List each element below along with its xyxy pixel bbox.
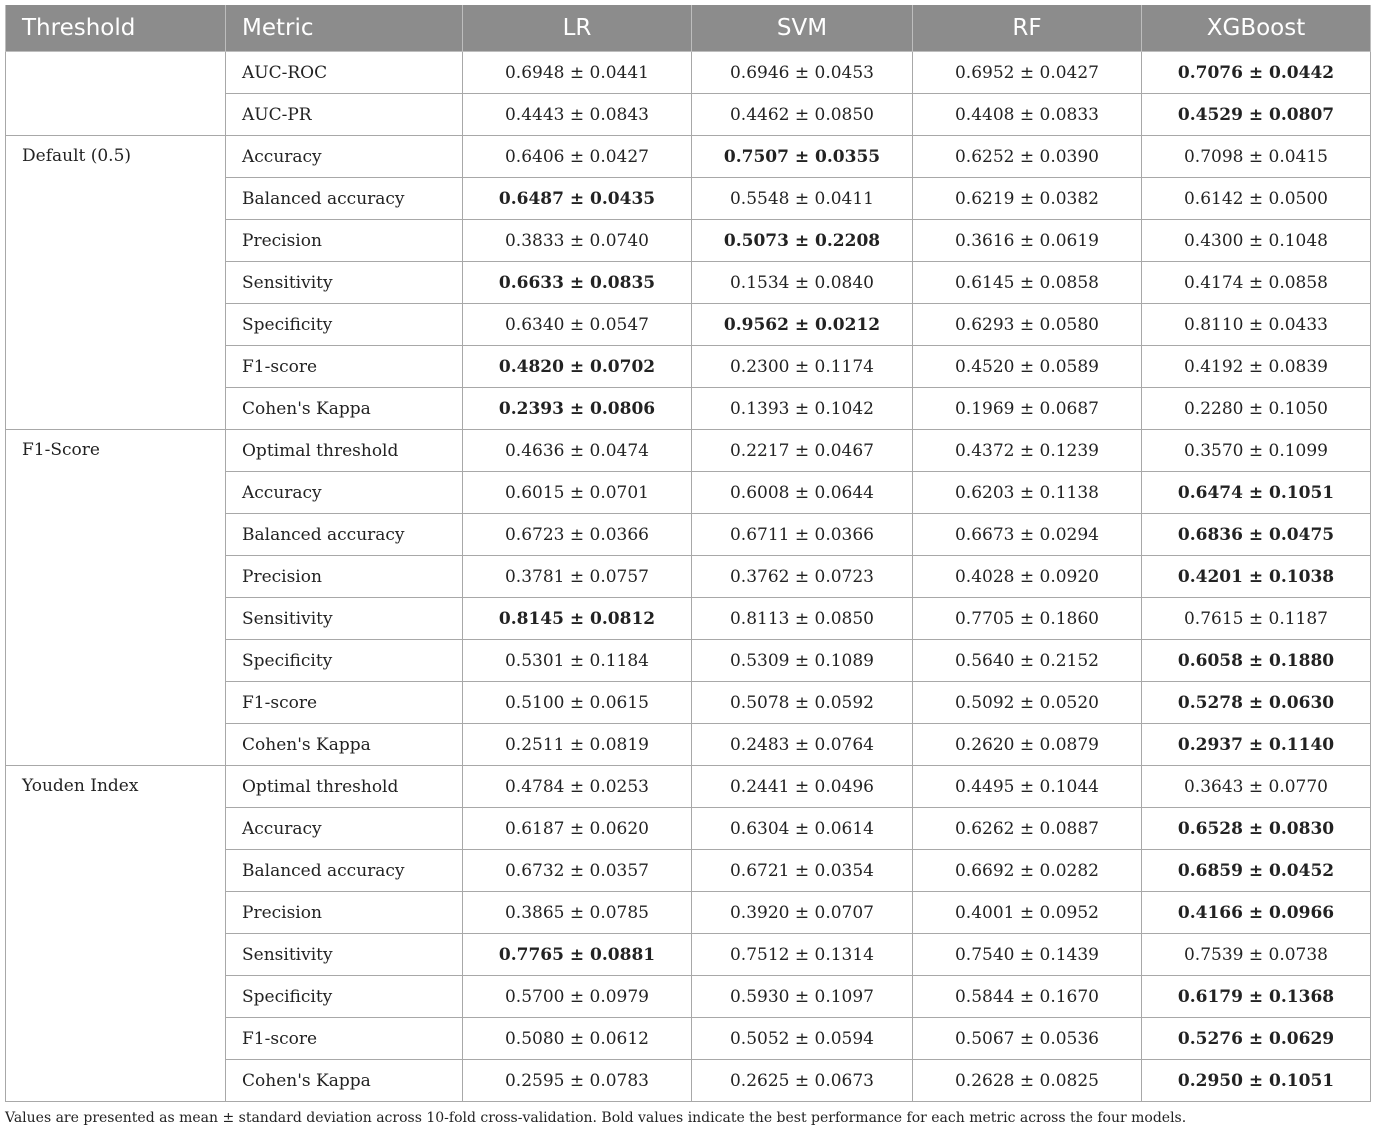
- model-performance-table: [5, 5, 1371, 1102]
- threshold-group-cell: Youden Index: [6, 766, 226, 1102]
- value-cell-rf: 0.7540 ± 0.1439: [913, 934, 1142, 976]
- value-cell-xgboost: 0.4300 ± 0.1048: [1142, 220, 1371, 262]
- value-cell-xgboost: 0.4192 ± 0.0839: [1142, 346, 1371, 388]
- results-table-container: [5, 5, 1370, 1102]
- value-cell-svm: 0.3920 ± 0.0707: [692, 892, 913, 934]
- value-cell-lr: 0.6633 ± 0.0835: [463, 262, 692, 304]
- header-threshold: Threshold: [6, 5, 226, 52]
- value-cell-lr: 0.6187 ± 0.0620: [463, 808, 692, 850]
- metric-name-cell: Optimal threshold: [226, 430, 463, 472]
- value-cell-xgboost: 0.2280 ± 0.1050: [1142, 388, 1371, 430]
- value-cell-svm: 0.1393 ± 0.1042: [692, 388, 913, 430]
- value-cell-svm: 0.6711 ± 0.0366: [692, 514, 913, 556]
- value-cell-rf: 0.6692 ± 0.0282: [913, 850, 1142, 892]
- metric-name-cell: Sensitivity: [226, 934, 463, 976]
- metric-name-cell: AUC-ROC: [226, 52, 463, 94]
- value-cell-xgboost: 0.6859 ± 0.0452: [1142, 850, 1371, 892]
- value-cell-svm: 0.3762 ± 0.0723: [692, 556, 913, 598]
- value-cell-rf: 0.6252 ± 0.0390: [913, 136, 1142, 178]
- value-cell-xgboost: 0.7539 ± 0.0738: [1142, 934, 1371, 976]
- metric-name-cell: Balanced accuracy: [226, 178, 463, 220]
- value-cell-lr: 0.6340 ± 0.0547: [463, 304, 692, 346]
- value-cell-lr: 0.5080 ± 0.0612: [463, 1018, 692, 1060]
- value-cell-rf: 0.6673 ± 0.0294: [913, 514, 1142, 556]
- metric-name-cell: Cohen's Kappa: [226, 388, 463, 430]
- value-cell-xgboost: 0.6474 ± 0.1051: [1142, 472, 1371, 514]
- value-cell-xgboost: 0.2950 ± 0.1051: [1142, 1060, 1371, 1102]
- value-cell-rf: 0.6145 ± 0.0858: [913, 262, 1142, 304]
- value-cell-svm: 0.9562 ± 0.0212: [692, 304, 913, 346]
- value-cell-xgboost: 0.6836 ± 0.0475: [1142, 514, 1371, 556]
- value-cell-svm: 0.5930 ± 0.1097: [692, 976, 913, 1018]
- value-cell-rf: 0.4028 ± 0.0920: [913, 556, 1142, 598]
- value-cell-xgboost: 0.7615 ± 0.1187: [1142, 598, 1371, 640]
- value-cell-lr: 0.3833 ± 0.0740: [463, 220, 692, 262]
- table-row: [6, 52, 1371, 94]
- value-cell-rf: 0.6952 ± 0.0427: [913, 52, 1142, 94]
- metric-name-cell: Balanced accuracy: [226, 514, 463, 556]
- value-cell-lr: 0.4636 ± 0.0474: [463, 430, 692, 472]
- value-cell-lr: 0.6732 ± 0.0357: [463, 850, 692, 892]
- value-cell-xgboost: 0.8110 ± 0.0433: [1142, 304, 1371, 346]
- value-cell-rf: 0.5092 ± 0.0520: [913, 682, 1142, 724]
- table-body: [6, 52, 1371, 1102]
- value-cell-xgboost: 0.7098 ± 0.0415: [1142, 136, 1371, 178]
- header-svm: SVM: [692, 5, 913, 52]
- value-cell-svm: 0.6946 ± 0.0453: [692, 52, 913, 94]
- value-cell-lr: 0.8145 ± 0.0812: [463, 598, 692, 640]
- threshold-group-cell: Default (0.5): [6, 136, 226, 430]
- value-cell-xgboost: 0.6528 ± 0.0830: [1142, 808, 1371, 850]
- metric-name-cell: Specificity: [226, 640, 463, 682]
- metric-name-cell: Precision: [226, 556, 463, 598]
- header-metric: Metric: [226, 5, 463, 52]
- value-cell-lr: 0.2511 ± 0.0819: [463, 724, 692, 766]
- value-cell-xgboost: 0.5276 ± 0.0629: [1142, 1018, 1371, 1060]
- value-cell-lr: 0.6723 ± 0.0366: [463, 514, 692, 556]
- value-cell-lr: 0.4820 ± 0.0702: [463, 346, 692, 388]
- value-cell-rf: 0.6293 ± 0.0580: [913, 304, 1142, 346]
- value-cell-svm: 0.6304 ± 0.0614: [692, 808, 913, 850]
- header-rf: RF: [913, 5, 1142, 52]
- value-cell-rf: 0.6262 ± 0.0887: [913, 808, 1142, 850]
- table-row: [6, 430, 1371, 472]
- value-cell-svm: 0.2483 ± 0.0764: [692, 724, 913, 766]
- value-cell-lr: 0.4443 ± 0.0843: [463, 94, 692, 136]
- value-cell-svm: 0.5078 ± 0.0592: [692, 682, 913, 724]
- value-cell-xgboost: 0.4166 ± 0.0966: [1142, 892, 1371, 934]
- metric-name-cell: Sensitivity: [226, 598, 463, 640]
- value-cell-rf: 0.2628 ± 0.0825: [913, 1060, 1142, 1102]
- value-cell-xgboost: 0.4529 ± 0.0807: [1142, 94, 1371, 136]
- metric-name-cell: Specificity: [226, 304, 463, 346]
- threshold-group-cell: [6, 52, 226, 136]
- metric-name-cell: Specificity: [226, 976, 463, 1018]
- metric-name-cell: F1-score: [226, 1018, 463, 1060]
- value-cell-xgboost: 0.2937 ± 0.1140: [1142, 724, 1371, 766]
- value-cell-svm: 0.5052 ± 0.0594: [692, 1018, 913, 1060]
- value-cell-svm: 0.5309 ± 0.1089: [692, 640, 913, 682]
- value-cell-lr: 0.6487 ± 0.0435: [463, 178, 692, 220]
- value-cell-rf: 0.6203 ± 0.1138: [913, 472, 1142, 514]
- value-cell-lr: 0.6015 ± 0.0701: [463, 472, 692, 514]
- value-cell-rf: 0.4495 ± 0.1044: [913, 766, 1142, 808]
- value-cell-lr: 0.5100 ± 0.0615: [463, 682, 692, 724]
- header-xgboost: XGBoost: [1142, 5, 1371, 52]
- value-cell-xgboost: 0.3570 ± 0.1099: [1142, 430, 1371, 472]
- table-footnote: Values are presented as mean ± standard deviation across 10-fold cross-validation. Bold values indicate the best performance for each metric across the four models.: [5, 1110, 1187, 1126]
- value-cell-lr: 0.6406 ± 0.0427: [463, 136, 692, 178]
- metric-name-cell: Accuracy: [226, 808, 463, 850]
- value-cell-rf: 0.7705 ± 0.1860: [913, 598, 1142, 640]
- metric-name-cell: F1-score: [226, 682, 463, 724]
- value-cell-rf: 0.4001 ± 0.0952: [913, 892, 1142, 934]
- value-cell-svm: 0.1534 ± 0.0840: [692, 262, 913, 304]
- value-cell-rf: 0.5844 ± 0.1670: [913, 976, 1142, 1018]
- metric-name-cell: Accuracy: [226, 472, 463, 514]
- metric-name-cell: Accuracy: [226, 136, 463, 178]
- value-cell-lr: 0.3865 ± 0.0785: [463, 892, 692, 934]
- value-cell-lr: 0.6948 ± 0.0441: [463, 52, 692, 94]
- table-header-row: [6, 5, 1371, 52]
- value-cell-xgboost: 0.6142 ± 0.0500: [1142, 178, 1371, 220]
- table-row: [6, 766, 1371, 808]
- value-cell-rf: 0.5067 ± 0.0536: [913, 1018, 1142, 1060]
- value-cell-rf: 0.3616 ± 0.0619: [913, 220, 1142, 262]
- value-cell-svm: 0.2625 ± 0.0673: [692, 1060, 913, 1102]
- value-cell-svm: 0.6008 ± 0.0644: [692, 472, 913, 514]
- value-cell-svm: 0.2217 ± 0.0467: [692, 430, 913, 472]
- value-cell-rf: 0.2620 ± 0.0879: [913, 724, 1142, 766]
- value-cell-lr: 0.4784 ± 0.0253: [463, 766, 692, 808]
- metric-name-cell: Precision: [226, 220, 463, 262]
- value-cell-svm: 0.5548 ± 0.0411: [692, 178, 913, 220]
- value-cell-svm: 0.7512 ± 0.1314: [692, 934, 913, 976]
- value-cell-svm: 0.4462 ± 0.0850: [692, 94, 913, 136]
- header-lr: LR: [463, 5, 692, 52]
- value-cell-lr: 0.5700 ± 0.0979: [463, 976, 692, 1018]
- value-cell-lr: 0.3781 ± 0.0757: [463, 556, 692, 598]
- value-cell-xgboost: 0.4201 ± 0.1038: [1142, 556, 1371, 598]
- value-cell-xgboost: 0.4174 ± 0.0858: [1142, 262, 1371, 304]
- value-cell-xgboost: 0.5278 ± 0.0630: [1142, 682, 1371, 724]
- value-cell-svm: 0.8113 ± 0.0850: [692, 598, 913, 640]
- metric-name-cell: Cohen's Kappa: [226, 724, 463, 766]
- value-cell-rf: 0.4520 ± 0.0589: [913, 346, 1142, 388]
- value-cell-xgboost: 0.6058 ± 0.1880: [1142, 640, 1371, 682]
- value-cell-xgboost: 0.6179 ± 0.1368: [1142, 976, 1371, 1018]
- metric-name-cell: Balanced accuracy: [226, 850, 463, 892]
- table-row: [6, 136, 1371, 178]
- metric-name-cell: Sensitivity: [226, 262, 463, 304]
- value-cell-xgboost: 0.7076 ± 0.0442: [1142, 52, 1371, 94]
- value-cell-svm: 0.5073 ± 0.2208: [692, 220, 913, 262]
- value-cell-svm: 0.2300 ± 0.1174: [692, 346, 913, 388]
- value-cell-rf: 0.4408 ± 0.0833: [913, 94, 1142, 136]
- value-cell-svm: 0.2441 ± 0.0496: [692, 766, 913, 808]
- value-cell-rf: 0.1969 ± 0.0687: [913, 388, 1142, 430]
- value-cell-lr: 0.2393 ± 0.0806: [463, 388, 692, 430]
- metric-name-cell: Precision: [226, 892, 463, 934]
- value-cell-svm: 0.7507 ± 0.0355: [692, 136, 913, 178]
- value-cell-lr: 0.5301 ± 0.1184: [463, 640, 692, 682]
- threshold-group-cell: F1-Score: [6, 430, 226, 766]
- metric-name-cell: F1-score: [226, 346, 463, 388]
- value-cell-svm: 0.6721 ± 0.0354: [692, 850, 913, 892]
- metric-name-cell: Optimal threshold: [226, 766, 463, 808]
- value-cell-rf: 0.5640 ± 0.2152: [913, 640, 1142, 682]
- value-cell-lr: 0.7765 ± 0.0881: [463, 934, 692, 976]
- value-cell-lr: 0.2595 ± 0.0783: [463, 1060, 692, 1102]
- value-cell-rf: 0.6219 ± 0.0382: [913, 178, 1142, 220]
- metric-name-cell: AUC-PR: [226, 94, 463, 136]
- value-cell-rf: 0.4372 ± 0.1239: [913, 430, 1142, 472]
- value-cell-xgboost: 0.3643 ± 0.0770: [1142, 766, 1371, 808]
- metric-name-cell: Cohen's Kappa: [226, 1060, 463, 1102]
